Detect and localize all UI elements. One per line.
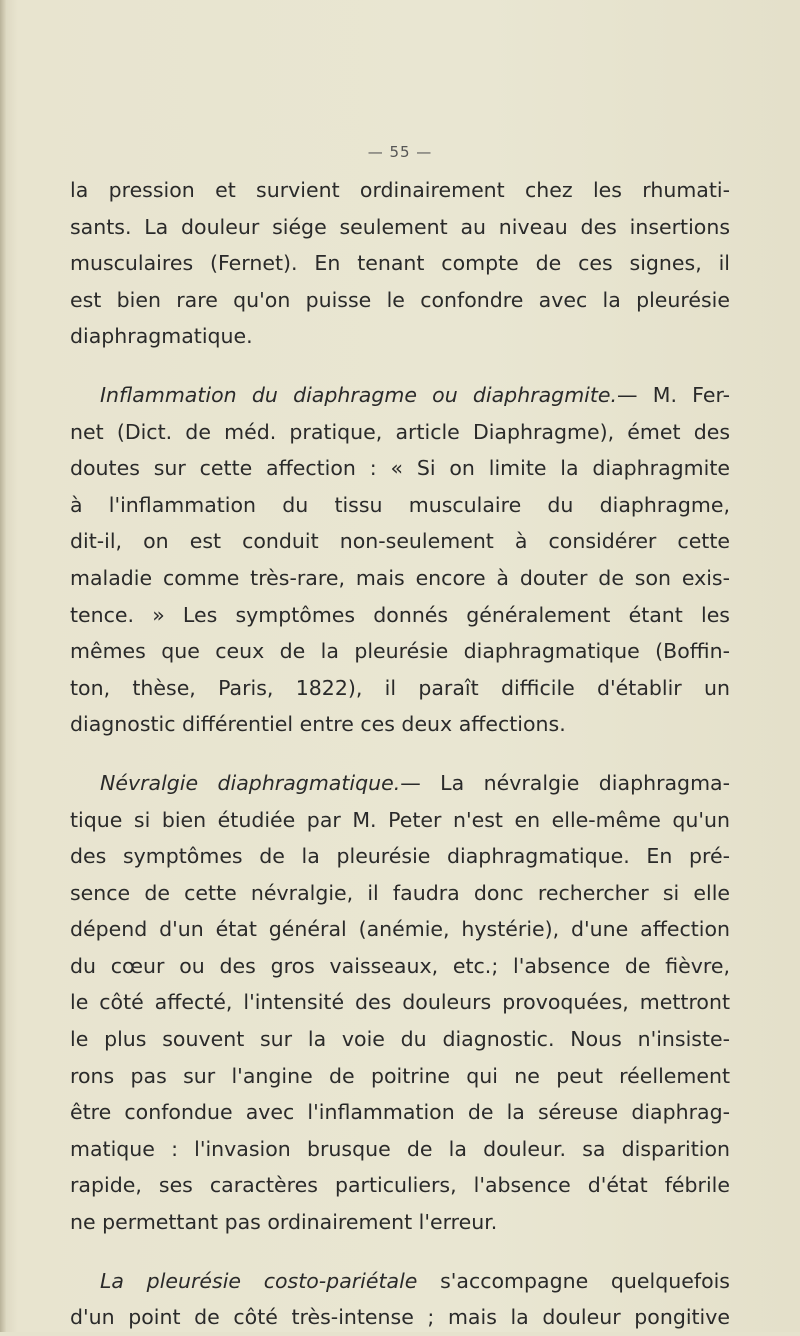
section-heading: La pleurésie costo-pariétale bbox=[100, 1268, 418, 1293]
paragraph bbox=[70, 765, 730, 1241]
page-number: — 55 — bbox=[367, 143, 433, 161]
text-line: sence de cette névralgie, il faudra donc rechercher si elle bbox=[70, 880, 730, 905]
text-line: tique si bien étudiée par M. Peter n'est en elle-même qu'un bbox=[70, 807, 730, 832]
text-line: sants. La douleur siége seulement au niveau des insertions bbox=[70, 214, 730, 239]
text-line: ton, thèse, Paris, 1822), il paraît difficile d'établir un bbox=[70, 675, 730, 700]
text-line: ne permettant pas ordinairement l'erreur. bbox=[70, 1210, 498, 1235]
text-line: musculaires (Fernet). En tenant compte de ces signes, il bbox=[70, 251, 730, 276]
section-heading: Névralgie diaphragmatique. bbox=[100, 770, 401, 795]
text-line: des symptômes de la pleurésie diaphragmatique. En pré- bbox=[70, 844, 730, 869]
text-line: mêmes que ceux de la pleurésie diaphragmatique (Boffin- bbox=[70, 639, 730, 664]
text-line: être confondue avec l'inflammation de la séreuse diaphrag- bbox=[70, 1100, 730, 1125]
text-line: le côté affecté, l'intensité des douleurs provoquées, mettront bbox=[70, 990, 730, 1015]
text-line: doutes sur cette affection : « Si on limite la diaphragmite bbox=[70, 456, 730, 481]
text-line: la pression et survient ordinairement chez les rhumati- bbox=[70, 178, 730, 202]
body-text bbox=[70, 172, 730, 1336]
text-line: matique : l'invasion brusque de la douleur. sa disparition bbox=[70, 1136, 730, 1161]
text-line: est bien rare qu'on puisse le confondre avec la pleurésie bbox=[70, 287, 730, 312]
text-line: dépend d'un état général (anémie, hystérie), d'une affection bbox=[70, 917, 730, 942]
text-line: à l'inflammation du tissu musculaire du diaphragme, bbox=[70, 492, 730, 517]
heading-continuation: — La névralgie diaphragma- bbox=[400, 770, 731, 795]
text-line: tence. » Les symptômes donnés généralement étant les bbox=[70, 602, 730, 627]
text-line: rons pas sur l'angine de poitrine qui ne peut réellement bbox=[70, 1063, 730, 1088]
text-line: diagnostic différentiel entre ces deux affections. bbox=[70, 712, 566, 737]
section-heading: Inflammation du diaphragme ou diaphragmite. bbox=[100, 382, 618, 407]
heading-continuation: — M. Fer- bbox=[617, 382, 730, 407]
text-line: le plus souvent sur la voie du diagnostic. Nous n'insiste- bbox=[70, 1027, 730, 1052]
paragraph bbox=[70, 172, 730, 355]
text-line: dit-il, on est conduit non-seulement à considérer cette bbox=[70, 529, 730, 554]
heading-continuation: s'accompagne quelquefois bbox=[417, 1268, 730, 1293]
text-line bbox=[70, 765, 730, 802]
text-line: d'un point de côté très-intense ; mais la douleur pongitive bbox=[70, 1305, 730, 1330]
text-line: rapide, ses caractères particuliers, l'absence d'état fébrile bbox=[70, 1173, 730, 1198]
text-line: net (Dict. de méd. pratique, article Diaphragme), émet des bbox=[70, 419, 730, 444]
text-line: du cœur ou des gros vaisseaux, etc.; l'absence de fièvre, bbox=[70, 953, 730, 978]
text-line: diaphragmatique. bbox=[70, 324, 253, 349]
text-line bbox=[70, 1263, 730, 1300]
page-binding-edge bbox=[0, 0, 6, 1332]
text-line: maladie comme très-rare, mais encore à douter de son exis- bbox=[70, 565, 730, 590]
text-line bbox=[70, 377, 730, 414]
paragraph bbox=[70, 377, 730, 743]
paragraph bbox=[70, 1263, 730, 1336]
